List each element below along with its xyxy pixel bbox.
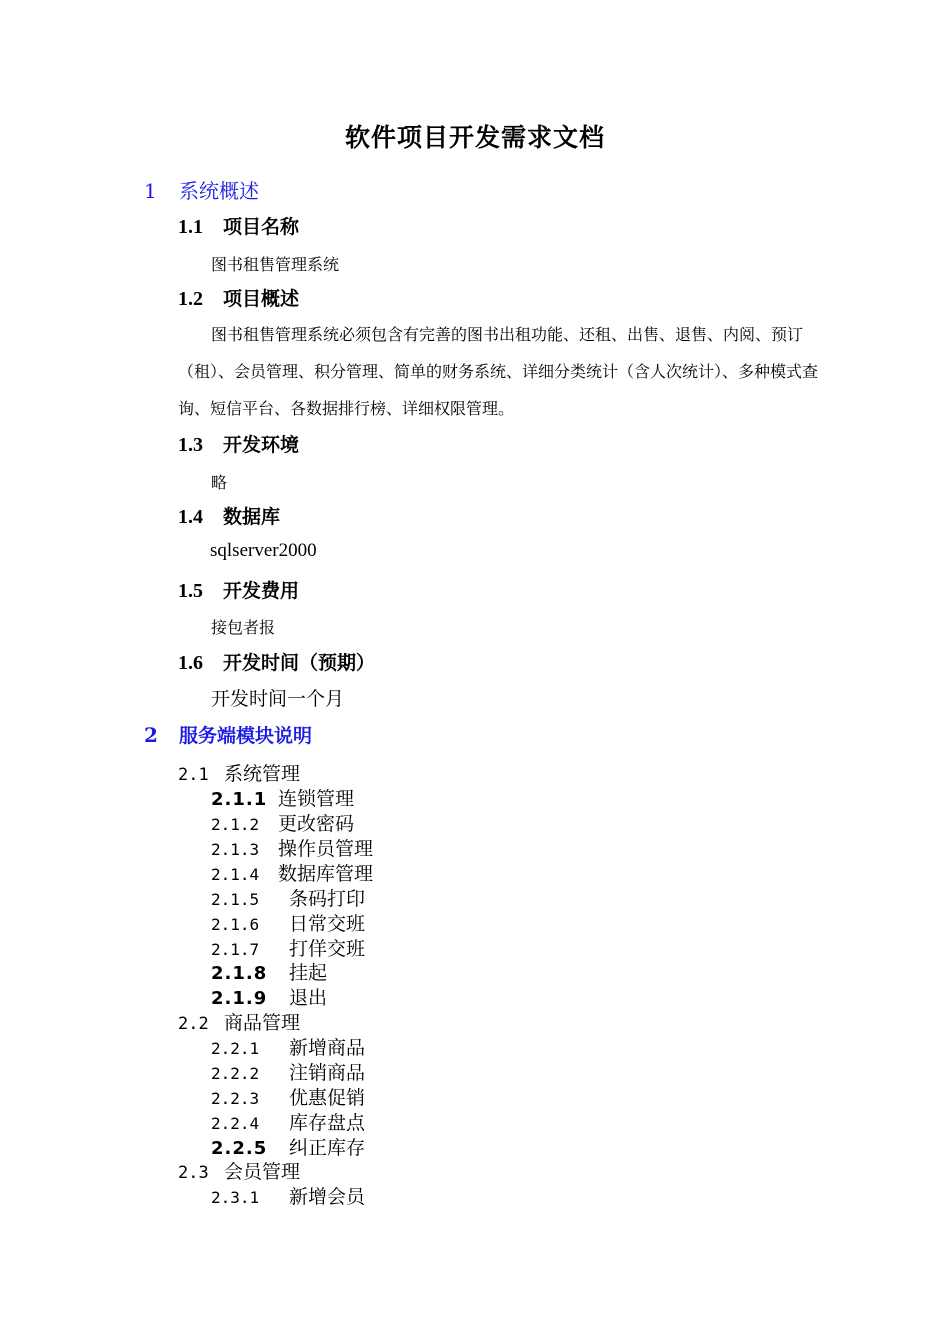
module-item: 2.2.5 纠正库存 (211, 1137, 366, 1159)
document-title: 软件项目开发需求文档 (344, 123, 605, 152)
section-number: 1 (144, 179, 157, 203)
subsection-heading: 1.5 开发费用 (178, 580, 300, 602)
module-item: 2.2.2 注销商品 (211, 1062, 366, 1084)
module-item: 2.1.8 挂起 (211, 962, 328, 984)
module-item: 2.2.1 新增商品 (211, 1037, 366, 1059)
module-item: 2.1.5 条码打印 (211, 888, 366, 910)
subsection-paragraph: 图书租售管理系统必须包含有完善的图书出租功能、还租、出售、退售、内阅、预订（租）、会员管理、积分管理、简单的财务系统、详细分类统计（含人次统计）、多种模式查询、短信平台、各数据排行榜、详细权限管理。 (178, 325, 819, 418)
subsection-content: 略 (211, 473, 228, 492)
module-item: 2.1.1 连锁管理 (211, 788, 355, 810)
module-group-heading: 2.3 会员管理 (178, 1161, 301, 1183)
module-item: 2.3.1 新增会员 (211, 1186, 366, 1208)
section-1-heading (144, 175, 259, 204)
subsection-content: 开发时间一个月 (211, 688, 345, 710)
subsection-heading: 1.4 数据库 (178, 506, 281, 528)
module-item: 2.2.4 库存盘点 (211, 1112, 366, 1134)
section-number: 2 (144, 723, 158, 747)
subsection-heading: 1.1 项目名称 (178, 216, 300, 238)
section-title: 系统概述 (179, 179, 259, 203)
subsection-content: sqlserver2000 (210, 540, 317, 561)
module-item: 2.2.3 优惠促销 (211, 1087, 366, 1109)
subsection-content: 图书租售管理系统 (211, 255, 340, 274)
module-item: 2.1.3 操作员管理 (211, 838, 374, 860)
section-title: 服务端模块说明 (179, 725, 313, 747)
section-2-heading (144, 721, 312, 748)
module-item: 2.1.7 打佯交班 (211, 938, 366, 960)
module-item: 2.1.2 更改密码 (211, 813, 355, 835)
subsection-content: 接包者报 (211, 618, 276, 637)
subsection-heading: 1.2 项目概述 (178, 288, 300, 310)
module-group-heading: 2.1 系统管理 (178, 763, 301, 785)
module-item: 2.1.6 日常交班 (211, 913, 366, 935)
module-item: 2.1.9 退出 (211, 987, 328, 1009)
module-item: 2.1.4 数据库管理 (211, 863, 374, 885)
module-group-heading: 2.2 商品管理 (178, 1012, 301, 1034)
subsection-heading: 1.6 开发时间（预期） (178, 652, 376, 674)
subsection-heading: 1.3 开发环境 (178, 434, 300, 456)
